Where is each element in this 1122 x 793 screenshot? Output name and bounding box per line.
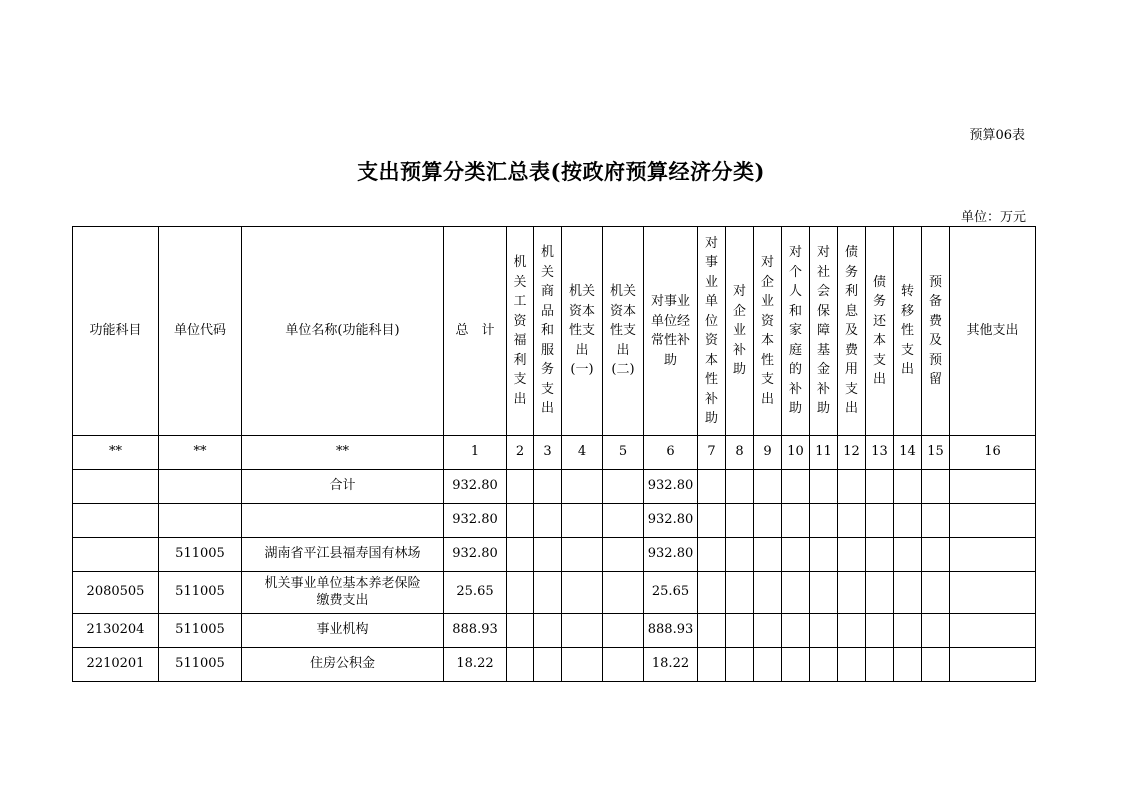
table-row (73, 572, 1036, 614)
index-cell: ** (242, 436, 444, 470)
unit-name-cell (242, 504, 444, 538)
unit-name-cell: 事业机构 (242, 614, 444, 648)
table-row (73, 614, 1036, 648)
index-cell: 4 (562, 436, 603, 470)
unit-name-cell: 合计 (242, 470, 444, 504)
header-c9: 对企业资本性支出 (754, 227, 782, 436)
unit-name-cell: 机关事业单位基本养老保险缴费支出 (242, 572, 444, 614)
index-cell: 1 (444, 436, 507, 470)
header-unit-code: 单位代码 (159, 227, 242, 436)
unit-code-cell (159, 504, 242, 538)
form-number: 预算06表 (969, 128, 1025, 143)
index-cell: 3 (534, 436, 562, 470)
c6-cell: 932.80 (644, 538, 698, 572)
func-subject-cell (73, 538, 159, 572)
total-cell: 932.80 (444, 504, 507, 538)
index-cell: 12 (838, 436, 866, 470)
total-cell: 932.80 (444, 538, 507, 572)
header-total: 总 计 (444, 227, 507, 436)
header-c6: 对事业单位经常性补助 (644, 227, 698, 436)
index-row (73, 436, 1036, 470)
index-cell: 10 (782, 436, 810, 470)
table-row (73, 470, 1036, 504)
header-c4: 机关资本性支出(一) (562, 227, 603, 436)
header-c11: 对社会保障基金补助 (810, 227, 838, 436)
header-c13: 债务还本支出 (866, 227, 894, 436)
table-row (73, 504, 1036, 538)
header-c7: 对事业单位资本性补助 (698, 227, 726, 436)
page-title: 支出预算分类汇总表(按政府预算经济分类) (357, 159, 765, 184)
index-cell: 16 (950, 436, 1036, 470)
unit-code-cell: 511005 (159, 614, 242, 648)
c6-cell: 25.65 (644, 572, 698, 614)
func-subject-cell (73, 470, 159, 504)
unit-label: 单位：万元 (960, 210, 1026, 225)
c6-cell: 888.93 (644, 614, 698, 648)
header-c2: 机关工资福利支出 (507, 227, 534, 436)
func-subject-cell: 2210201 (73, 648, 159, 682)
header-unit-name: 单位名称(功能科目) (242, 227, 444, 436)
index-cell: 6 (644, 436, 698, 470)
func-subject-cell: 2080505 (73, 572, 159, 614)
total-cell: 888.93 (444, 614, 507, 648)
index-cell: ** (73, 436, 159, 470)
unit-name-cell: 湖南省平江县福寿国有林场 (242, 538, 444, 572)
index-cell: 14 (894, 436, 922, 470)
index-cell: 8 (726, 436, 754, 470)
unit-code-cell (159, 470, 242, 504)
func-subject-cell: 2130204 (73, 614, 159, 648)
c6-cell: 18.22 (644, 648, 698, 682)
index-cell: 15 (922, 436, 950, 470)
header-c8: 对企业补助 (726, 227, 754, 436)
total-cell: 18.22 (444, 648, 507, 682)
index-cell: 5 (603, 436, 644, 470)
unit-code-cell: 511005 (159, 648, 242, 682)
header-c5: 机关资本性支出(二) (603, 227, 644, 436)
header-c12: 债务利息及费用支出 (838, 227, 866, 436)
table-row (73, 648, 1036, 682)
index-cell: ** (159, 436, 242, 470)
func-subject-cell (73, 504, 159, 538)
header-c10: 对个人和家庭的补助 (782, 227, 810, 436)
index-cell: 2 (507, 436, 534, 470)
total-cell: 932.80 (444, 470, 507, 504)
header-c3: 机关商品和服务支出 (534, 227, 562, 436)
table-row (73, 538, 1036, 572)
unit-code-cell: 511005 (159, 572, 242, 614)
index-cell: 13 (866, 436, 894, 470)
header-row (73, 227, 1036, 436)
header-func-subject: 功能科目 (73, 227, 159, 436)
header-c16: 其他支出 (950, 227, 1036, 436)
header-c15: 预备费及预留 (922, 227, 950, 436)
unit-code-cell: 511005 (159, 538, 242, 572)
c6-cell: 932.80 (644, 470, 698, 504)
c6-cell: 932.80 (644, 504, 698, 538)
budget-table (72, 226, 1036, 682)
index-cell: 9 (754, 436, 782, 470)
total-cell: 25.65 (444, 572, 507, 614)
index-cell: 7 (698, 436, 726, 470)
index-cell: 11 (810, 436, 838, 470)
header-c14: 转移性支出 (894, 227, 922, 436)
unit-name-cell: 住房公积金 (242, 648, 444, 682)
